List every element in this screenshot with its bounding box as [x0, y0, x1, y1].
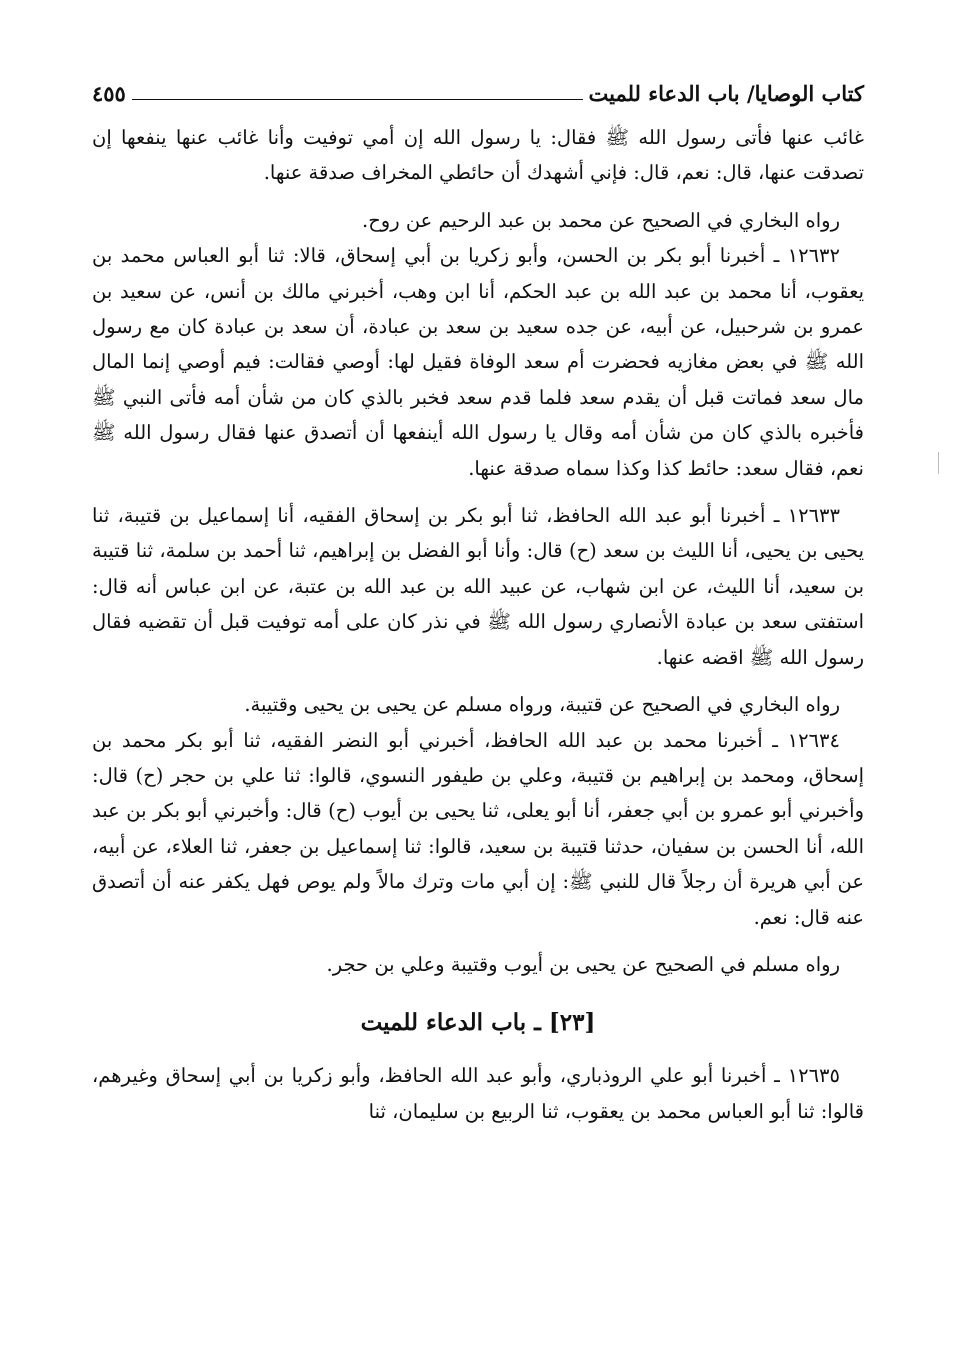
paragraph-continuation: غائب عنها فأتى رسول الله ﷺ فقال: يا رسول الله إن أمي توفيت وأنا غائب عنها ينفعها إن تصدقت عنها، قال: نعم، قال: فإني أشهدك أن حائطي المخراف صدقة عنها. — [92, 126, 864, 185]
body-text — [92, 120, 864, 1129]
paragraph-narration: رواه البخاري في الصحيح عن قتيبة، ورواه مسلم عن يحيى بن يحيى وقتيبة. — [244, 693, 840, 717]
chapter-heading: [٢٣] ـ باب الدعاء للميت — [360, 1009, 596, 1037]
running-header — [92, 70, 864, 106]
header-rule — [132, 99, 583, 100]
page-number: ٤٥٥ — [92, 80, 126, 106]
header-title: كتاب الوصايا/ باب الدعاء للميت — [588, 80, 864, 106]
hadith-12632: ١٢٦٣٢ ـ أخبرنا أبو بكر بن الحسن، وأبو زكريا بن أبي إسحاق، قالا: ثنا أبو العباس محمد بن يعقوب، أنا محمد بن عبد الله بن عبد الحكم، أنا ابن وهب، أخبرني مالك بن أنس، عن سعيد بن عمرو بن شرحبيل، عن أبيه، عن جده سعيد بن سعد بن عبادة، أن سعد بن عبادة كان مع رسول الله ﷺ في بعض مغازيه فحضرت أم سعد الوفاة فقيل لها: أوصي فقالت: فيم أوصي إنما المال مال سعد فماتت قبل أن يقدم سعد فلما قدم سعد فخبر بالذي كان من شأن أمه فأتى النبي ﷺ فأخبره بالذي كان من شأن أمه وقال يا رسول الله أينفعها أن أتصدق عنها فقال رسول الله ﷺ نعم، فقال سعد: حائط كذا وكذا سماه صدقة عنها. — [92, 244, 864, 480]
paragraph-narration: رواه مسلم في الصحيح عن يحيى بن أيوب وقتيبة وعلي بن حجر. — [326, 952, 840, 976]
hadith-12634: ١٢٦٣٤ ـ أخبرنا محمد بن عبد الله الحافظ، أخبرني أبو النضر الفقيه، ثنا أبو بكر محمد بن إسحاق، ومحمد بن إبراهيم بن قتيبة، وعلي بن طيفور النسوي، قالوا: ثنا علي بن حجر (ح) قال: وأخبرني أبو عمرو بن أبي جعفر، أنا أبو يعلى، ثنا يحيى بن أيوب (ح) قال: وأخبرني أبو بكر بن عبد الله، أنا الحسن بن سفيان، حدثنا قتيبة بن سعيد، قالوا: ثنا إسماعيل بن جعفر، ثنا العلاء، عن أبيه، عن أبي هريرة أن رجلاً قال للنبي ﷺ: إن أبي مات وترك مالاً ولم يوص فهل يكفر عنه أن أتصدق عنه قال: نعم. — [92, 728, 864, 929]
book-page — [92, 70, 864, 1129]
hadith-12633: ١٢٦٣٣ ـ أخبرنا أبو عبد الله الحافظ، ثنا أبو بكر بن إسحاق الفقيه، أنا إسماعيل بن قتيبة، ثنا يحيى بن يحيى، أنا الليث بن سعد (ح) قال: وأنا أبو الفضل بن إبراهيم، ثنا أحمد بن سلمة، ثنا قتيبة بن سعيد، أنا الليث، عن ابن شهاب، عن عبيد الله بن عبد الله بن عتبة، عن ابن عباس أنه قال: استفتى سعد بن عبادة الأنصاري رسول الله ﷺ في نذر كان على أمه توفيت قبل أن تقضيه فقال رسول الله ﷺ اقضه عنها. — [92, 504, 864, 669]
paragraph-narration: رواه البخاري في الصحيح عن محمد بن عبد الرحيم عن روح. — [362, 208, 840, 232]
hadith-12635: ١٢٦٣٥ ـ أخبرنا أبو علي الروذباري، وأبو عبد الله الحافظ، وأبو زكريا بن أبي إسحاق وغيرهم، قالوا: ثنا أبو العباس محمد بن يعقوب، ثنا الربيع بن سليمان، ثنا — [92, 1064, 864, 1123]
scan-edge-mark — [938, 452, 939, 474]
